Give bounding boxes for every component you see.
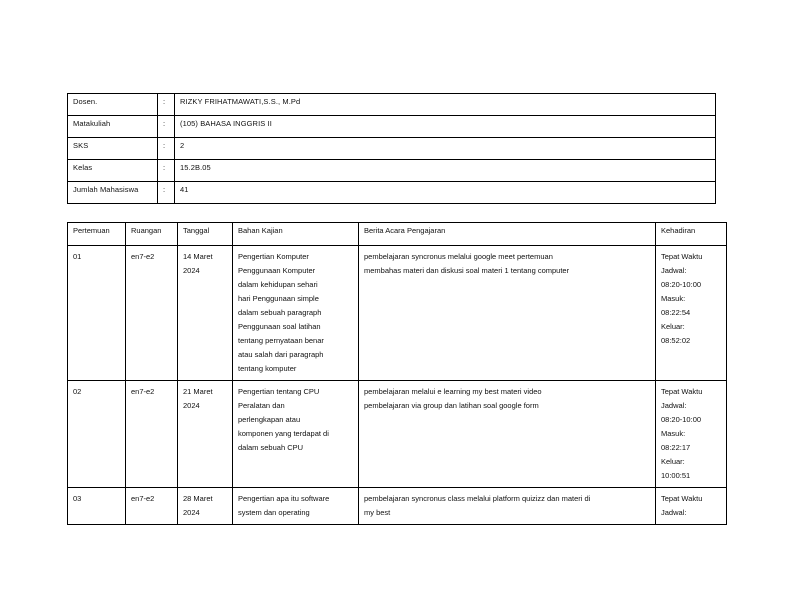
tanggal-line: 2024 [183, 508, 200, 517]
kehadiran-line: Masuk: [661, 294, 686, 303]
info-row-kelas [68, 160, 716, 182]
info-value: 2 [175, 138, 716, 160]
header-kehadiran: Kehadiran [656, 223, 727, 246]
info-label: Jumlah Mahasiswa [68, 182, 158, 204]
schedule-header-row [68, 223, 727, 246]
cell-tanggal [178, 246, 233, 381]
info-separator: : [158, 116, 175, 138]
info-row-jumlah-mahasiswa [68, 182, 716, 204]
bahan-line: Pengertian Komputer [238, 252, 309, 261]
bahan-line: hari Penggunaan simple [238, 294, 319, 303]
kehadiran-line: Masuk: [661, 429, 686, 438]
cell-kehadiran [656, 246, 727, 381]
cell-kehadiran [656, 381, 727, 488]
cell-berita-acara [359, 488, 656, 525]
bahan-line: perlengkapan atau [238, 415, 301, 424]
cell-bahan-kajian [233, 488, 359, 525]
kehadiran-line: Jadwal: [661, 401, 687, 410]
info-value: 15.2B.05 [175, 160, 716, 182]
cell-kehadiran [656, 488, 727, 525]
cell-tanggal [178, 488, 233, 525]
bahan-line: system dan operating [238, 508, 310, 517]
info-value: RIZKY FRIHATMAWATI,S.S., M.Pd [175, 94, 716, 116]
bahan-line: komponen yang terdapat di [238, 429, 329, 438]
course-info-table [67, 93, 716, 204]
schedule-body [68, 246, 727, 525]
cell-pertemuan: 02 [68, 381, 126, 488]
bahan-line: dalam sebuah paragraph [238, 308, 322, 317]
kehadiran-line: Tepat Waktu [661, 252, 703, 261]
info-row-sks [68, 138, 716, 160]
bahan-line: Pengertian tentang CPU [238, 387, 320, 396]
cell-pertemuan: 01 [68, 246, 126, 381]
bahan-line: dalam sebuah CPU [238, 443, 304, 452]
info-separator: : [158, 94, 175, 116]
cell-ruangan: en7-e2 [126, 381, 178, 488]
cell-ruangan: en7-e2 [126, 488, 178, 525]
tanggal-line: 28 Maret [183, 494, 213, 503]
kehadiran-line: Jadwal: [661, 508, 687, 517]
cell-berita-acara [359, 246, 656, 381]
kehadiran-line: Keluar: [661, 457, 685, 466]
berita-line: pembelajaran melalui e learning my best materi video [364, 387, 542, 396]
kehadiran-line: 08:20-10:00 [661, 415, 702, 424]
kehadiran-line: Tepat Waktu [661, 494, 703, 503]
info-separator: : [158, 160, 175, 182]
table-row [68, 381, 727, 488]
info-value: 41 [175, 182, 716, 204]
bahan-line: tentang komputer [238, 364, 297, 373]
cell-pertemuan: 03 [68, 488, 126, 525]
info-row-matakuliah [68, 116, 716, 138]
bahan-line: Peralatan dan [238, 401, 285, 410]
tanggal-line: 21 Maret [183, 387, 213, 396]
header-bahan-kajian: Bahan Kajian [233, 223, 359, 246]
tanggal-line: 14 Maret [183, 252, 213, 261]
tanggal-line: 2024 [183, 266, 200, 275]
kehadiran-line: 08:22:54 [661, 308, 691, 317]
cell-ruangan: en7-e2 [126, 246, 178, 381]
berita-line: my best [364, 508, 391, 517]
table-row [68, 488, 727, 525]
berita-line: pembelajaran syncronus class melalui platform quizizz dan materi di [364, 494, 591, 503]
cell-bahan-kajian [233, 246, 359, 381]
schedule-table [67, 222, 727, 525]
info-row-dosen [68, 94, 716, 116]
berita-line: pembelajaran syncronus melalui google meet pertemuan [364, 252, 553, 261]
kehadiran-line: Jadwal: [661, 266, 687, 275]
header-tanggal: Tanggal [178, 223, 233, 246]
kehadiran-line: 08:22:17 [661, 443, 691, 452]
kehadiran-line: 08:52:02 [661, 336, 691, 345]
info-separator: : [158, 138, 175, 160]
berita-line: pembelajaran via group dan latihan soal google form [364, 401, 539, 410]
kehadiran-line: Tepat Waktu [661, 387, 703, 396]
info-separator: : [158, 182, 175, 204]
kehadiran-line: 08:20-10:00 [661, 280, 702, 289]
cell-berita-acara [359, 381, 656, 488]
tanggal-line: 2024 [183, 401, 200, 410]
info-value: (105) BAHASA INGGRIS II [175, 116, 716, 138]
header-ruangan: Ruangan [126, 223, 178, 246]
info-label: SKS [68, 138, 158, 160]
info-label: Dosen. [68, 94, 158, 116]
cell-bahan-kajian [233, 381, 359, 488]
info-label: Kelas [68, 160, 158, 182]
kehadiran-line: Keluar: [661, 322, 685, 331]
berita-line: membahas materi dan diskusi soal materi 1 tentang computer [364, 266, 570, 275]
bahan-line: atau salah dari paragraph [238, 350, 324, 359]
header-berita-acara: Berita Acara Pengajaran [359, 223, 656, 246]
bahan-line: dalam kehidupan sehari [238, 280, 318, 289]
table-row [68, 246, 727, 381]
bahan-line: Pengertian apa itu software [238, 494, 330, 503]
bahan-line: Penggunaan soal latihan [238, 322, 321, 331]
bahan-line: tentang pernyataan benar [238, 336, 324, 345]
header-pertemuan: Pertemuan [68, 223, 126, 246]
cell-tanggal [178, 381, 233, 488]
info-label: Matakuliah [68, 116, 158, 138]
bahan-line: Penggunaan Komputer [238, 266, 316, 275]
kehadiran-line: 10:00:51 [661, 471, 691, 480]
